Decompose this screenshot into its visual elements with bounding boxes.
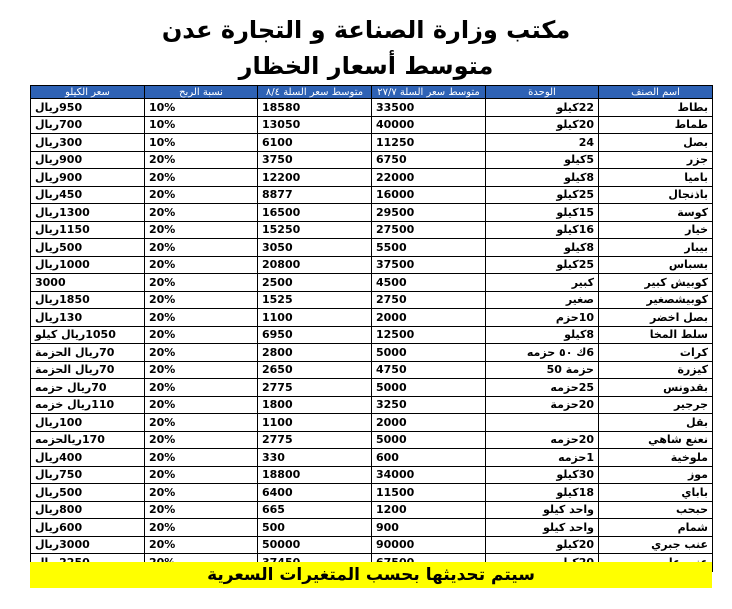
cell-avg-8-4: 1525 [258, 291, 372, 309]
cell-unit: 16كيلو [486, 221, 599, 239]
cell-avg-8-4: 18580 [258, 99, 372, 117]
cell-profit-pct: 20% [145, 204, 258, 222]
cell-profit-pct: 10% [145, 116, 258, 134]
table-header-row [31, 86, 713, 99]
cell-avg-27-7: 90000 [372, 536, 486, 554]
cell-avg-27-7: 3250 [372, 396, 486, 414]
cell-unit: حزمة 50 [486, 361, 599, 379]
sheet-title: متوسط أسعار الخظار [238, 52, 494, 80]
cell-unit: 20حزمه [486, 431, 599, 449]
cell-profit-pct: 20% [145, 326, 258, 344]
col-header-kilo-price: سعر الكيلو [31, 86, 145, 99]
cell-name: كرات [599, 344, 713, 362]
cell-avg-27-7: 27500 [372, 221, 486, 239]
cell-avg-27-7: 4500 [372, 274, 486, 292]
cell-name: خيار [599, 221, 713, 239]
office-title: مكتب وزارة الصناعة و التجارة عدن [161, 16, 571, 44]
cell-profit-pct: 20% [145, 169, 258, 187]
table-row [31, 151, 713, 169]
cell-name: شمام [599, 519, 713, 537]
cell-avg-8-4: 2775 [258, 431, 372, 449]
cell-unit: 1حزمه [486, 449, 599, 467]
cell-name: باذنجال [599, 186, 713, 204]
cell-avg-27-7: 600 [372, 449, 486, 467]
cell-name: كوبيش كبير [599, 274, 713, 292]
table-row [31, 291, 713, 309]
table-row [31, 256, 713, 274]
cell-profit-pct: 20% [145, 239, 258, 257]
cell-avg-27-7: 6750 [372, 151, 486, 169]
cell-avg-27-7: 22000 [372, 169, 486, 187]
cell-name: كوبيشصغير [599, 291, 713, 309]
cell-unit: 6ك ٥٠ حزمه [486, 344, 599, 362]
cell-unit: 8كيلو [486, 326, 599, 344]
col-header-avg-27-7: متوسط سعر السلة ٢٧/٧ [372, 86, 486, 99]
cell-avg-8-4: 2800 [258, 344, 372, 362]
cell-avg-8-4: 13050 [258, 116, 372, 134]
cell-unit: 30كيلو [486, 466, 599, 484]
cell-kilo-price: 600ريال [31, 519, 145, 537]
cell-profit-pct: 20% [145, 466, 258, 484]
cell-name: ملوخية [599, 449, 713, 467]
cell-profit-pct: 20% [145, 309, 258, 327]
cell-avg-27-7: 11250 [372, 134, 486, 152]
table-row [31, 449, 713, 467]
cell-kilo-price: 70ريال الحزمة [31, 361, 145, 379]
cell-kilo-price: 750ريال [31, 466, 145, 484]
cell-avg-8-4: 50000 [258, 536, 372, 554]
table-row [31, 326, 713, 344]
cell-unit: 8كيلو [486, 239, 599, 257]
table-row [31, 536, 713, 554]
cell-kilo-price: 130ريال [31, 309, 145, 327]
table-row [31, 134, 713, 152]
cell-avg-27-7: 11500 [372, 484, 486, 502]
cell-name: بطاط [599, 99, 713, 117]
cell-profit-pct: 20% [145, 291, 258, 309]
cell-name: سلط المخا [599, 326, 713, 344]
cell-profit-pct: 20% [145, 536, 258, 554]
cell-kilo-price: 900ريال [31, 151, 145, 169]
table-row [31, 309, 713, 327]
cell-unit: 20كيلو [486, 116, 599, 134]
table-body [31, 99, 713, 572]
cell-profit-pct: 20% [145, 414, 258, 432]
cell-profit-pct: 20% [145, 256, 258, 274]
cell-profit-pct: 20% [145, 151, 258, 169]
cell-kilo-price: 700ريال [31, 116, 145, 134]
cell-avg-27-7: 5000 [372, 431, 486, 449]
table-row [31, 169, 713, 187]
cell-profit-pct: 10% [145, 134, 258, 152]
cell-profit-pct: 20% [145, 379, 258, 397]
cell-unit: واحد كيلو [486, 501, 599, 519]
cell-unit: 8كيلو [486, 169, 599, 187]
cell-kilo-price: 900ريال [31, 169, 145, 187]
cell-avg-27-7: 4750 [372, 361, 486, 379]
cell-name: كوسة [599, 204, 713, 222]
cell-avg-8-4: 6100 [258, 134, 372, 152]
cell-kilo-price: 110ريال خزمه [31, 396, 145, 414]
table-row [31, 239, 713, 257]
cell-kilo-price: 1000ريال [31, 256, 145, 274]
table-row [31, 484, 713, 502]
cell-avg-8-4: 6400 [258, 484, 372, 502]
cell-avg-8-4: 20800 [258, 256, 372, 274]
cell-avg-27-7: 2000 [372, 309, 486, 327]
cell-kilo-price: 3000 [31, 274, 145, 292]
cell-kilo-price: 300ريال [31, 134, 145, 152]
cell-unit: صغير [486, 291, 599, 309]
cell-profit-pct: 20% [145, 396, 258, 414]
col-header-unit: الوحدة [486, 86, 599, 99]
cell-kilo-price: 950ريال [31, 99, 145, 117]
cell-avg-27-7: 5500 [372, 239, 486, 257]
cell-kilo-price: 1300ريال [31, 204, 145, 222]
table-row [31, 379, 713, 397]
cell-profit-pct: 20% [145, 344, 258, 362]
cell-kilo-price: 400ريال [31, 449, 145, 467]
update-note: سيتم تحديثها بحسب المتغيرات السعرية [30, 562, 712, 588]
cell-kilo-price: 450ريال [31, 186, 145, 204]
cell-unit: 15كيلو [486, 204, 599, 222]
cell-unit: 10حزم [486, 309, 599, 327]
cell-avg-8-4: 12200 [258, 169, 372, 187]
col-header-name: اسم الصنف [599, 86, 713, 99]
cell-name: موز [599, 466, 713, 484]
cell-unit: 18كيلو [486, 484, 599, 502]
cell-profit-pct: 20% [145, 274, 258, 292]
cell-unit: 5كيلو [486, 151, 599, 169]
cell-name: حبحب [599, 501, 713, 519]
cell-avg-8-4: 500 [258, 519, 372, 537]
table-row [31, 186, 713, 204]
cell-avg-8-4: 1100 [258, 309, 372, 327]
cell-avg-27-7: 1200 [372, 501, 486, 519]
cell-avg-8-4: 2500 [258, 274, 372, 292]
cell-avg-27-7: 33500 [372, 99, 486, 117]
cell-name: طماط [599, 116, 713, 134]
cell-unit [486, 414, 599, 432]
cell-kilo-price: 3000ريال [31, 536, 145, 554]
cell-unit: 25حزمه [486, 379, 599, 397]
table-row [31, 501, 713, 519]
cell-avg-8-4: 15250 [258, 221, 372, 239]
table-row [31, 274, 713, 292]
cell-unit: 22كيلو [486, 99, 599, 117]
cell-unit: 25كيلو [486, 186, 599, 204]
cell-kilo-price: 500ريال [31, 484, 145, 502]
vegetable-price-table [30, 85, 713, 572]
cell-avg-8-4: 8877 [258, 186, 372, 204]
cell-avg-8-4: 18800 [258, 466, 372, 484]
cell-avg-8-4: 6950 [258, 326, 372, 344]
cell-profit-pct: 20% [145, 361, 258, 379]
cell-avg-8-4: 1800 [258, 396, 372, 414]
cell-avg-8-4: 3750 [258, 151, 372, 169]
cell-kilo-price: 1050ريال كيلو [31, 326, 145, 344]
table-row [31, 221, 713, 239]
cell-kilo-price: 500ريال [31, 239, 145, 257]
cell-avg-27-7: 900 [372, 519, 486, 537]
cell-avg-27-7: 5000 [372, 344, 486, 362]
cell-avg-8-4: 1100 [258, 414, 372, 432]
cell-unit: 24 [486, 134, 599, 152]
cell-unit: واحد كيلو [486, 519, 599, 537]
cell-profit-pct: 20% [145, 519, 258, 537]
cell-name: بصل [599, 134, 713, 152]
cell-unit: 20كيلو [486, 536, 599, 554]
cell-profit-pct: 20% [145, 186, 258, 204]
cell-avg-27-7: 2000 [372, 414, 486, 432]
cell-profit-pct: 20% [145, 221, 258, 239]
cell-avg-8-4: 2650 [258, 361, 372, 379]
cell-name: جرجير [599, 396, 713, 414]
cell-avg-27-7: 37500 [372, 256, 486, 274]
col-header-avg-8-4: متوسط سعر السلة ٨/٤ [258, 86, 372, 99]
cell-name: بسباس [599, 256, 713, 274]
table-row [31, 466, 713, 484]
cell-unit: كبير [486, 274, 599, 292]
cell-name: بيبار [599, 239, 713, 257]
cell-kilo-price: 100ريال [31, 414, 145, 432]
cell-name: باميا [599, 169, 713, 187]
cell-unit: 20حزمة [486, 396, 599, 414]
cell-avg-8-4: 3050 [258, 239, 372, 257]
cell-profit-pct: 20% [145, 431, 258, 449]
cell-avg-27-7: 40000 [372, 116, 486, 134]
cell-kilo-price: 170ريالحزمه [31, 431, 145, 449]
cell-name: بقدونس [599, 379, 713, 397]
cell-kilo-price: 1150ريال [31, 221, 145, 239]
cell-profit-pct: 20% [145, 484, 258, 502]
cell-name: بقل [599, 414, 713, 432]
cell-avg-8-4: 665 [258, 501, 372, 519]
cell-profit-pct: 20% [145, 501, 258, 519]
cell-name: بصل اخضر [599, 309, 713, 327]
cell-profit-pct: 10% [145, 99, 258, 117]
cell-avg-27-7: 2750 [372, 291, 486, 309]
cell-kilo-price: 800ريال [31, 501, 145, 519]
cell-avg-8-4: 330 [258, 449, 372, 467]
cell-avg-27-7: 29500 [372, 204, 486, 222]
cell-avg-8-4: 2775 [258, 379, 372, 397]
cell-kilo-price: 1850ريال [31, 291, 145, 309]
cell-name: جزر [599, 151, 713, 169]
cell-kilo-price: 70ريال الحزمة [31, 344, 145, 362]
cell-avg-8-4: 16500 [258, 204, 372, 222]
cell-avg-27-7: 16000 [372, 186, 486, 204]
table-row [31, 396, 713, 414]
cell-name: نعنع شاهي [599, 431, 713, 449]
cell-name: عنب جبري [599, 536, 713, 554]
cell-avg-27-7: 5000 [372, 379, 486, 397]
table-row [31, 116, 713, 134]
cell-profit-pct: 20% [145, 449, 258, 467]
cell-name: كيزرة [599, 361, 713, 379]
table-row [31, 431, 713, 449]
table-row [31, 99, 713, 117]
cell-name: باباي [599, 484, 713, 502]
cell-avg-27-7: 12500 [372, 326, 486, 344]
table-row [31, 344, 713, 362]
table-row [31, 204, 713, 222]
table-row [31, 519, 713, 537]
col-header-profit-pct: نسبة الربح [145, 86, 258, 99]
table-row [31, 414, 713, 432]
cell-unit: 25كيلو [486, 256, 599, 274]
cell-avg-27-7: 34000 [372, 466, 486, 484]
cell-kilo-price: 70ريال حزمه [31, 379, 145, 397]
table-row [31, 361, 713, 379]
